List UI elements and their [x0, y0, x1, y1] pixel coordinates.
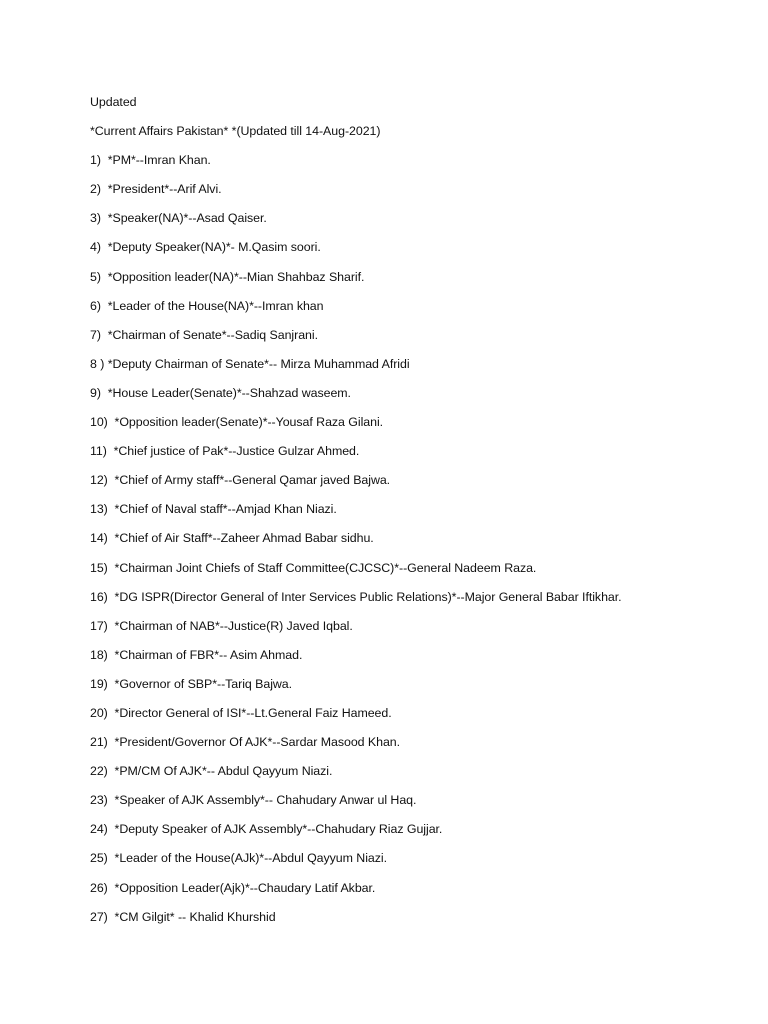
list-item: 1) *PM*--Imran Khan.	[90, 153, 211, 168]
list-item: 20) *Director General of ISI*--Lt.General Faiz Hameed.	[90, 705, 392, 720]
list-item: 5) *Opposition leader(NA)*--Mian Shahbaz Sharif.	[90, 269, 365, 284]
list-item: 24) *Deputy Speaker of AJK Assembly*--Chahudary Riaz Gujjar.	[90, 822, 443, 837]
list-item: 12) *Chief of Army staff*--General Qamar javed Bajwa.	[90, 473, 391, 488]
list-item: 4) *Deputy Speaker(NA)*- M.Qasim soori.	[90, 240, 321, 255]
document-content	[90, 93, 750, 937]
list-item: 18) *Chairman of FBR*-- Asim Ahmad.	[90, 647, 303, 662]
list-item: 19) *Governor of SBP*--Tariq Bajwa.	[90, 676, 293, 691]
list-item: 3) *Speaker(NA)*--Asad Qaiser.	[90, 211, 267, 226]
list-item: 6) *Leader of the House(NA)*--Imran khan	[90, 298, 324, 313]
list-item: 7) *Chairman of Senate*--Sadiq Sanjrani.	[90, 327, 318, 342]
list-item: 21) *President/Governor Of AJK*--Sardar Masood Khan.	[90, 735, 401, 750]
list-item: 23) *Speaker of AJK Assembly*-- Chahudary Anwar ul Haq.	[90, 793, 417, 808]
document-heading: Updated	[90, 95, 137, 109]
list-item: 11) *Chief justice of Pak*--Justice Gulzar Ahmed.	[90, 444, 360, 459]
list-item: 22) *PM/CM Of AJK*-- Abdul Qayyum Niazi.	[90, 764, 333, 779]
list-item: 27) *CM Gilgit* -- Khalid Khurshid	[90, 909, 276, 924]
list-item: 17) *Chairman of NAB*--Justice(R) Javed Iqbal.	[90, 618, 353, 633]
list-item: 16) *DG ISPR(Director General of Inter Services Public Relations)*--Major General Babar Iftikhar.	[90, 589, 622, 604]
list-item: 14) *Chief of Air Staff*--Zaheer Ahmad Babar sidhu.	[90, 531, 374, 546]
list-item: 10) *Opposition leader(Senate)*--Yousaf Raza Gilani.	[90, 415, 384, 430]
document-subtitle: *Current Affairs Pakistan* *(Updated till 14-Aug-2021)	[90, 124, 381, 139]
list-item: 8 ) *Deputy Chairman of Senate*-- Mirza Muhammad Afridi	[90, 356, 410, 371]
list-item: 25) *Leader of the House(AJk)*--Abdul Qayyum Niazi.	[90, 851, 387, 866]
list-item: 9) *House Leader(Senate)*--Shahzad waseem.	[90, 385, 351, 400]
list-item: 2) *President*--Arif Alvi.	[90, 182, 222, 197]
list-item: 13) *Chief of Naval staff*--Amjad Khan Niazi.	[90, 502, 337, 517]
list-item: 15) *Chairman Joint Chiefs of Staff Committee(CJCSC)*--General Nadeem Raza.	[90, 560, 537, 575]
list-item: 26) *Opposition Leader(Ajk)*--Chaudary Latif Akbar.	[90, 880, 376, 895]
